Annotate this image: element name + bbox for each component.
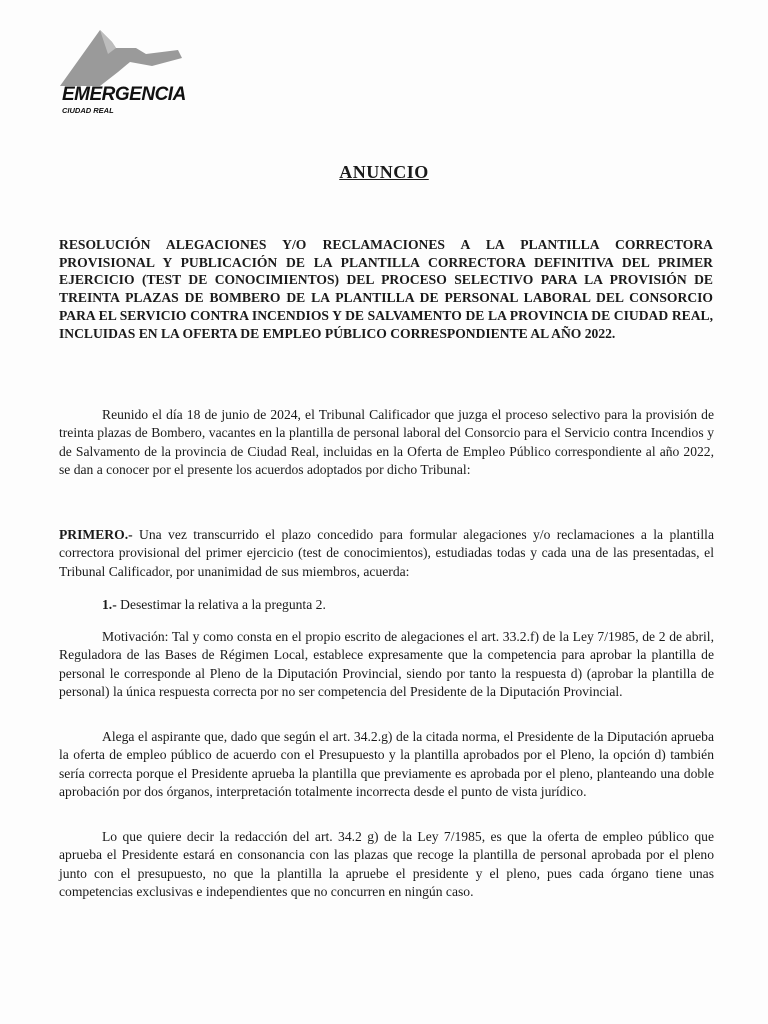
intro-paragraph: Reunido el día 18 de junio de 2024, el Tribunal Calificador que juzga el proceso selectivo para la provisión de treinta plazas de Bombero, vacantes en la plantilla de personal laboral del Consorcio para el Servicio contra Incendios y de Salvamento de la provincia de Ciudad Real, incluidas en la Oferta de Empleo Público correspondiente al año 2022, se dan a conocer por el presente los acuerdos adoptados por dicho Tribunal: bbox=[59, 407, 714, 477]
item-1-text: Desestimar la relativa a la pregunta 2. bbox=[116, 597, 326, 612]
mountain-logo-icon bbox=[60, 28, 190, 88]
lo-que-paragraph: Lo que quiere decir la redacción del art. 34.2 g) de la Ley 7/1985, es que la oferta de empleo público que aprueba el Presidente estará en consonancia con las plazas que recoge la plantilla de personal aprobada por el pleno junto con el presupuesto, no que la plantilla la apruebe el presidente y el pleno, pues cada órgano tiene unas competencias exclusivas e independientes que no concurren en ningún caso. bbox=[59, 829, 714, 899]
motivacion-paragraph: Motivación: Tal y como consta en el propio escrito de alegaciones el art. 33.2.f) de la Ley 7/1985, de 2 de abril, Reguladora de las Bases de Régimen Local, establece expresamente que la competencia para aprobar la plantilla de personal le corresponde al Pleno de la Diputación Provincial, siendo por tanto la respuesta d) (aprobar la plantilla de personal) la única respuesta correcta por no ser competencia del Presidente de la Diputación Provincial. bbox=[59, 629, 714, 699]
primero-label: PRIMERO.- bbox=[59, 527, 133, 542]
logo-name: EMERGENCIA bbox=[62, 84, 186, 105]
page-title: ANUNCIO bbox=[339, 162, 429, 182]
item-1-label: 1.- bbox=[102, 597, 117, 612]
primero-paragraph bbox=[59, 526, 714, 581]
alega-paragraph: Alega el aspirante que, dado que según el art. 34.2.g) de la citada norma, el Presidente de la Diputación aprueba la oferta de empleo público de acuerdo con el Presupuesto y la plantilla aprobados por el Pleno, la opción d) también sería correcta porque el Presidente aprueba la plantilla que previamente es aprobada por el pleno, planteando una doble aprobación por dos órganos, interpretación totalmente incorrecta desde el punto de vista jurídico. bbox=[59, 729, 714, 799]
primero-text: Una vez transcurrido el plazo concedido para formular alegaciones y/o reclamaciones a la plantilla correctora provisional del primer ejercicio (test de conocimientos), estudiadas todas y cada una de las presentadas, el Tribunal Calificador, por unanimidad de sus miembros, acuerda: bbox=[59, 527, 714, 579]
resolution-subject: RESOLUCIÓN ALEGACIONES Y/O RECLAMACIONES A LA PLANTILLA CORRECTORA PROVISIONAL Y PUBLICACIÓN DE LA PLANTILLA CORRECTORA DEFINITIVA DEL PRIMER EJERCICIO (TEST DE CONOCIMIENTOS) DEL PROCESO SELECTIVO PARA LA PROVISIÓN DE TREINTA PLAZAS DE BOMBERO DE LA PLANTILLA DE PERSONAL LABORAL DEL CONSORCIO PARA EL SERVICIO CONTRA INCENDIOS Y DE SALVAMENTO DE LA PROVINCIA DE CIUDAD REAL, INCLUIDAS EN LA OFERTA DE EMPLEO PÚBLICO CORRESPONDIENTE AL AÑO 2022. bbox=[59, 237, 713, 341]
item-1-paragraph bbox=[59, 596, 714, 614]
logo-subtitle: CIUDAD REAL bbox=[62, 106, 114, 115]
emergencia-logo bbox=[60, 28, 220, 118]
